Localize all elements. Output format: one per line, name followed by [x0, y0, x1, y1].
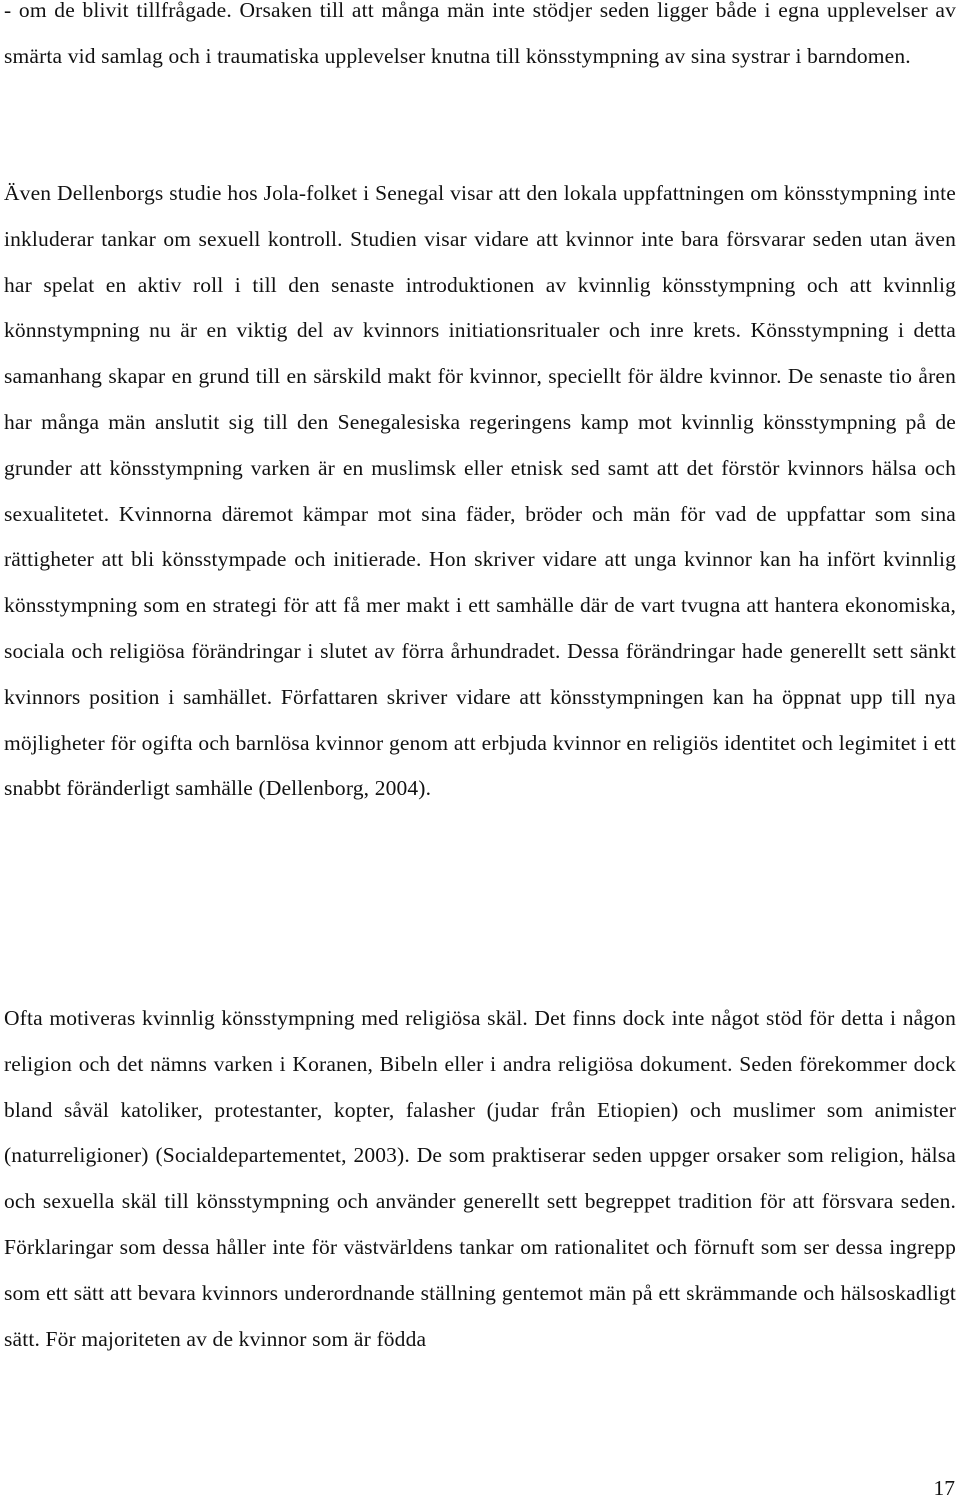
paragraph-3: Ofta motiveras kvinnlig könsstympning med religiösa skäl. Det finns dock inte något stöd för detta i någon religion och det nämns varken i Koranen, Bibeln eller i andra religiösa dokument. Seden förekommer dock bland såväl katoliker, protestanter, kopter, falasher (judar från Etiopien) och muslimer som animister (naturreligioner) (Socialdepartementet, 2003). De som praktiserar seden uppger orsaker som religion, hälsa och sexuella skäl till könsstympning och använder generellt sett begreppet tradition för att försvara seden. Förklaringar som dessa håller inte för västvärldens tankar om rationalitet och förnuft som ser dessa ingrepp som ett sätt att bevara kvinnors underordnande ställning gentemot män på ett skrämmande och hälsoskadligt sätt. För majoriteten av de kvinnor som är födda [4, 1006, 956, 1351]
paragraph-1: - om de blivit tillfrågade. Orsaken till att många män inte stödjer seden ligger både i egna upplevelser av smärta vid samlag och i traumatiska upplevelser knutna till könsstympning av sina systrar i barndomen. [4, 0, 956, 68]
page-number: 17 [933, 1476, 955, 1500]
paragraph-2: Även Dellenborgs studie hos Jola-folket i Senegal visar att den lokala uppfattningen om könsstympning inte inkluderar tankar om sexuell kontroll. Studien visar vidare att kvinnor inte bara försvarar seden utan även har spelat en aktiv roll i till den senaste introduktionen av kvinnlig könsstympning och att kvinnlig könnstympning nu är en viktig del av kvinnors initiationsritualer och inre krets. Könsstympning i detta samanhang skapar en grund till en särskild makt för kvinnor, speciellt för äldre kvinnor. De senaste tio åren har många män anslutit sig till den Senegalesiska regeringens kamp mot kvinnlig könsstympning på de grunder att könsstympning varken är en muslimsk eller etnisk sed samt att det förstör kvinnors hälsa och sexualitetet. Kvinnorna däremot kämpar mot sina fäder, bröder och män för vad de uppfattar som sina rättigheter att bli könsstympade och initierade. Hon skriver vidare att unga kvinnor kan ha infört kvinnlig könsstympning som en strategi för att få mer makt i ett samhälle där de vart tvugna att hantera ekonomiska, sociala och religiösa förändringar i slutet av förra århundradet. Dessa förändringar hade generellt sett sänkt kvinnors position i samhället. Författaren skriver vidare att könsstympningen kan ha öppnat upp till nya möjligheter för ogifta och barnlösa kvinnor genom att erbjuda kvinnor en religiös identitet och legimitet i ett snabbt föränderligt samhälle (Dellenborg, 2004). [4, 181, 956, 801]
